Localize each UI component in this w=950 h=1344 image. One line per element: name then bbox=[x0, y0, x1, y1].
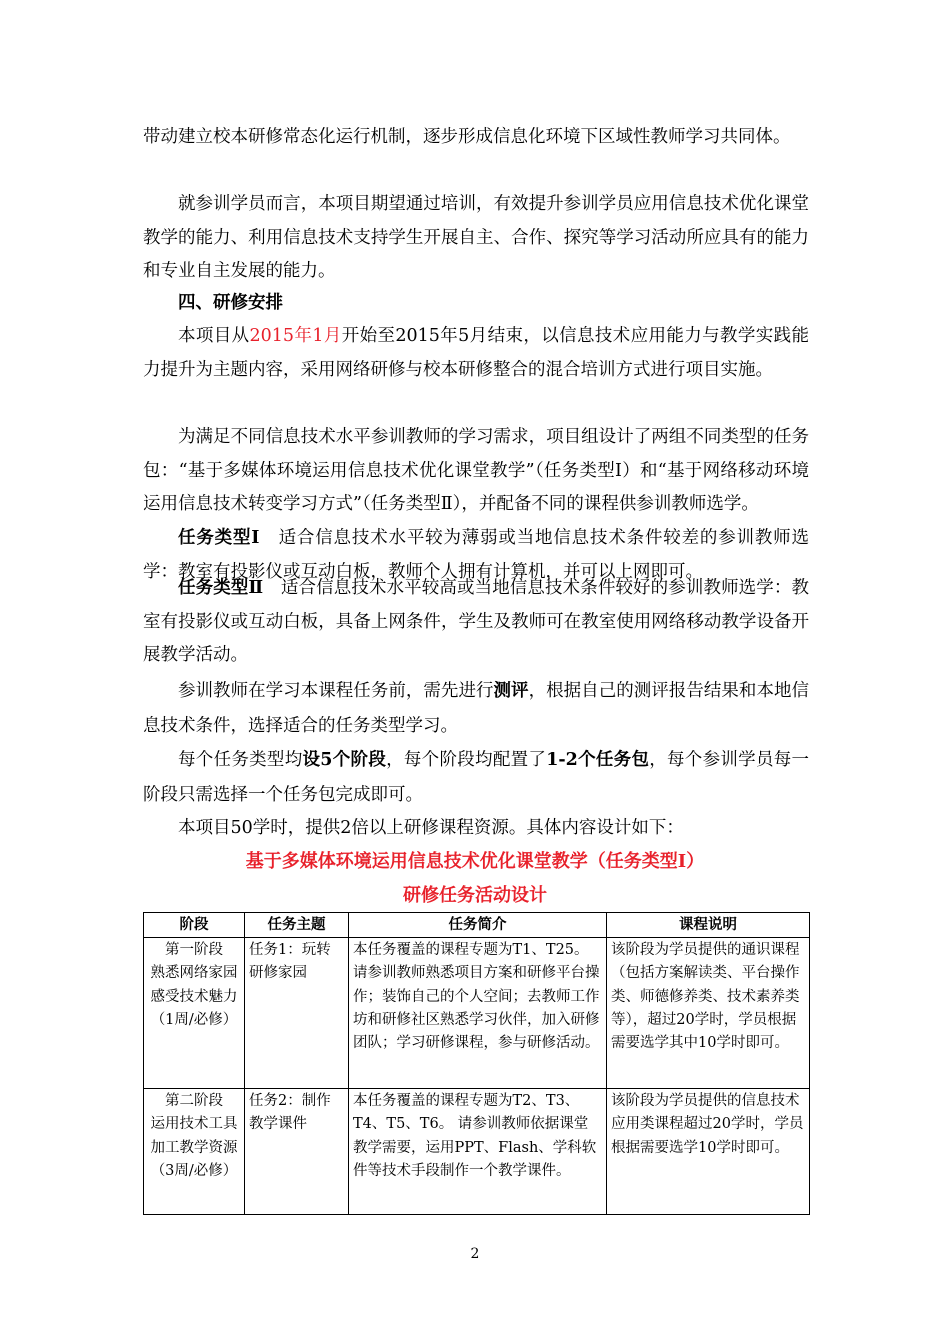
stages-text-c: ，每个阶段均配置了 bbox=[386, 750, 547, 770]
paragraph-community: 带动建立校本研修常态化运行机制，逐步形成信息化环境下区域性教师学习共同体。 bbox=[143, 127, 791, 147]
schedule-text-end: 开始至2015年5月结束，以信息技术应用能力与教学实践能力提升为主题内容，采用网络研修与校本研修整合的混合培训方式进行项目实施。 bbox=[143, 326, 810, 380]
assessment-text-end: ，根据自己的测评报告结果和本地信息技术条件，选择适合的任务类型学习。 bbox=[143, 681, 810, 736]
paragraph-task-type-2 bbox=[143, 572, 809, 673]
stage-line: （1周/必修） bbox=[150, 1011, 238, 1028]
stage-line: 第二阶段 bbox=[165, 1093, 223, 1109]
theme-cell: 任务2：制作教学课件 bbox=[245, 1089, 349, 1215]
header-intro: 任务简介 bbox=[349, 913, 607, 938]
task-type-1-text: 适合信息技术水平较为薄弱或当地信息技术条件较差的参训教师选学：教室有投影仪或互动白板，教师个人拥有计算机，并可以上网即可。 bbox=[143, 528, 810, 582]
stage-line: （3周/必修） bbox=[150, 1162, 238, 1179]
page-number: 2 bbox=[470, 1246, 480, 1262]
task-type-1-label: 任务类型Ⅰ bbox=[178, 528, 261, 548]
table-header-row bbox=[144, 913, 810, 938]
header-stage: 阶段 bbox=[144, 913, 245, 938]
paragraph-schedule bbox=[143, 320, 809, 387]
paragraph-hours: 本项目50学时，提供2倍以上研修课程资源。具体内容设计如下： bbox=[178, 818, 684, 838]
paragraph-expectations: 就参训学员而言，本项目期望通过培训，有效提升参训学员应用信息技术优化课堂教学的能力、利用信息技术支持学生开展自主、合作、探究等学习活动所应具有的能力和专业自主发展的能力。 bbox=[143, 194, 809, 281]
header-notes: 课程说明 bbox=[607, 913, 810, 938]
notes-cell: 该阶段为学员提供的通识课程（包括方案解读类、平台操作类、师德修养类、技术素养类等），超过20学时，学员根据需要选学其中10学时即可。 bbox=[607, 938, 810, 1089]
assessment-text-start: 参训教师在学习本课程任务前，需先进行 bbox=[178, 681, 494, 701]
stage-line: 第一阶段 bbox=[165, 942, 223, 958]
stages-text-a: 每个任务类型均 bbox=[178, 750, 303, 770]
theme-cell: 任务1：玩转研修家园 bbox=[245, 938, 349, 1089]
table-row bbox=[144, 1089, 810, 1215]
assessment-keyword: 测评 bbox=[493, 681, 529, 701]
schedule-text-start: 本项目从 bbox=[178, 326, 250, 346]
stage-cell bbox=[144, 1089, 245, 1215]
notes-cell: 该阶段为学员提供的信息技术应用类课程超过20学时，学员根据需要选学10学时即可。 bbox=[607, 1089, 810, 1215]
stage-line: 熟悉网络家园 bbox=[150, 965, 238, 982]
stage-line: 感受技术魅力 bbox=[150, 988, 238, 1005]
stage-line: 运用技术工具 bbox=[150, 1116, 238, 1133]
section-heading: 四、研修安排 bbox=[178, 293, 283, 313]
stages-text-e: ，每个参训学员每一阶段只需选择一个任务包完成即可。 bbox=[143, 750, 810, 805]
task-activity-table bbox=[143, 912, 810, 1215]
packages-count: 1-2个任务包 bbox=[546, 750, 650, 770]
task-type-2-text: 适合信息技术水平较高或当地信息技术条件较好的参训教师选学：教室有投影仪或互动白板，具备上网条件，学生及教师可在教室使用网络移动教学设备开展教学活动。 bbox=[143, 578, 810, 665]
paragraph-task-packages: 为满足不同信息技术水平参训教师的学习需求，项目组设计了两组不同类型的任务包：“基于多媒体环境运用信息技术优化课堂教学”（任务类型Ⅰ）和“基于网络移动环境运用信息技术转变学习方式”（任务类型Ⅱ），并配备不同的课程供参训教师选学。 bbox=[143, 427, 809, 514]
intro-cell: 本任务覆盖的课程专题为T1、T25。请参训教师熟悉项目方案和研修平台操作；装饰自己的个人空间；去教师工作坊和研修社区熟悉学习伙伴，加入研修团队；学习研修课程，参与研修活动。 bbox=[349, 938, 607, 1089]
header-theme: 任务主题 bbox=[245, 913, 349, 938]
table-subtitle: 研修任务活动设计 bbox=[403, 885, 547, 906]
table-row bbox=[144, 938, 810, 1089]
table-title: 基于多媒体环境运用信息技术优化课堂教学（任务类型Ⅰ） bbox=[245, 851, 705, 872]
stages-count: 设5个阶段 bbox=[302, 750, 387, 770]
paragraph-stages bbox=[143, 743, 809, 813]
intro-cell: 本任务覆盖的课程专题为T2、T3、T4、T5、T6。 请参训教师依据课堂教学需要，运用PPT、Flash、学科软件等技术手段制作一个教学课件。 bbox=[349, 1089, 607, 1215]
paragraph-assessment bbox=[143, 674, 809, 744]
task-type-2-label: 任务类型Ⅱ bbox=[178, 578, 264, 598]
stage-cell bbox=[144, 938, 245, 1089]
stage-line: 加工教学资源 bbox=[150, 1139, 238, 1156]
start-date-highlight: 2015年1月 bbox=[249, 326, 342, 346]
